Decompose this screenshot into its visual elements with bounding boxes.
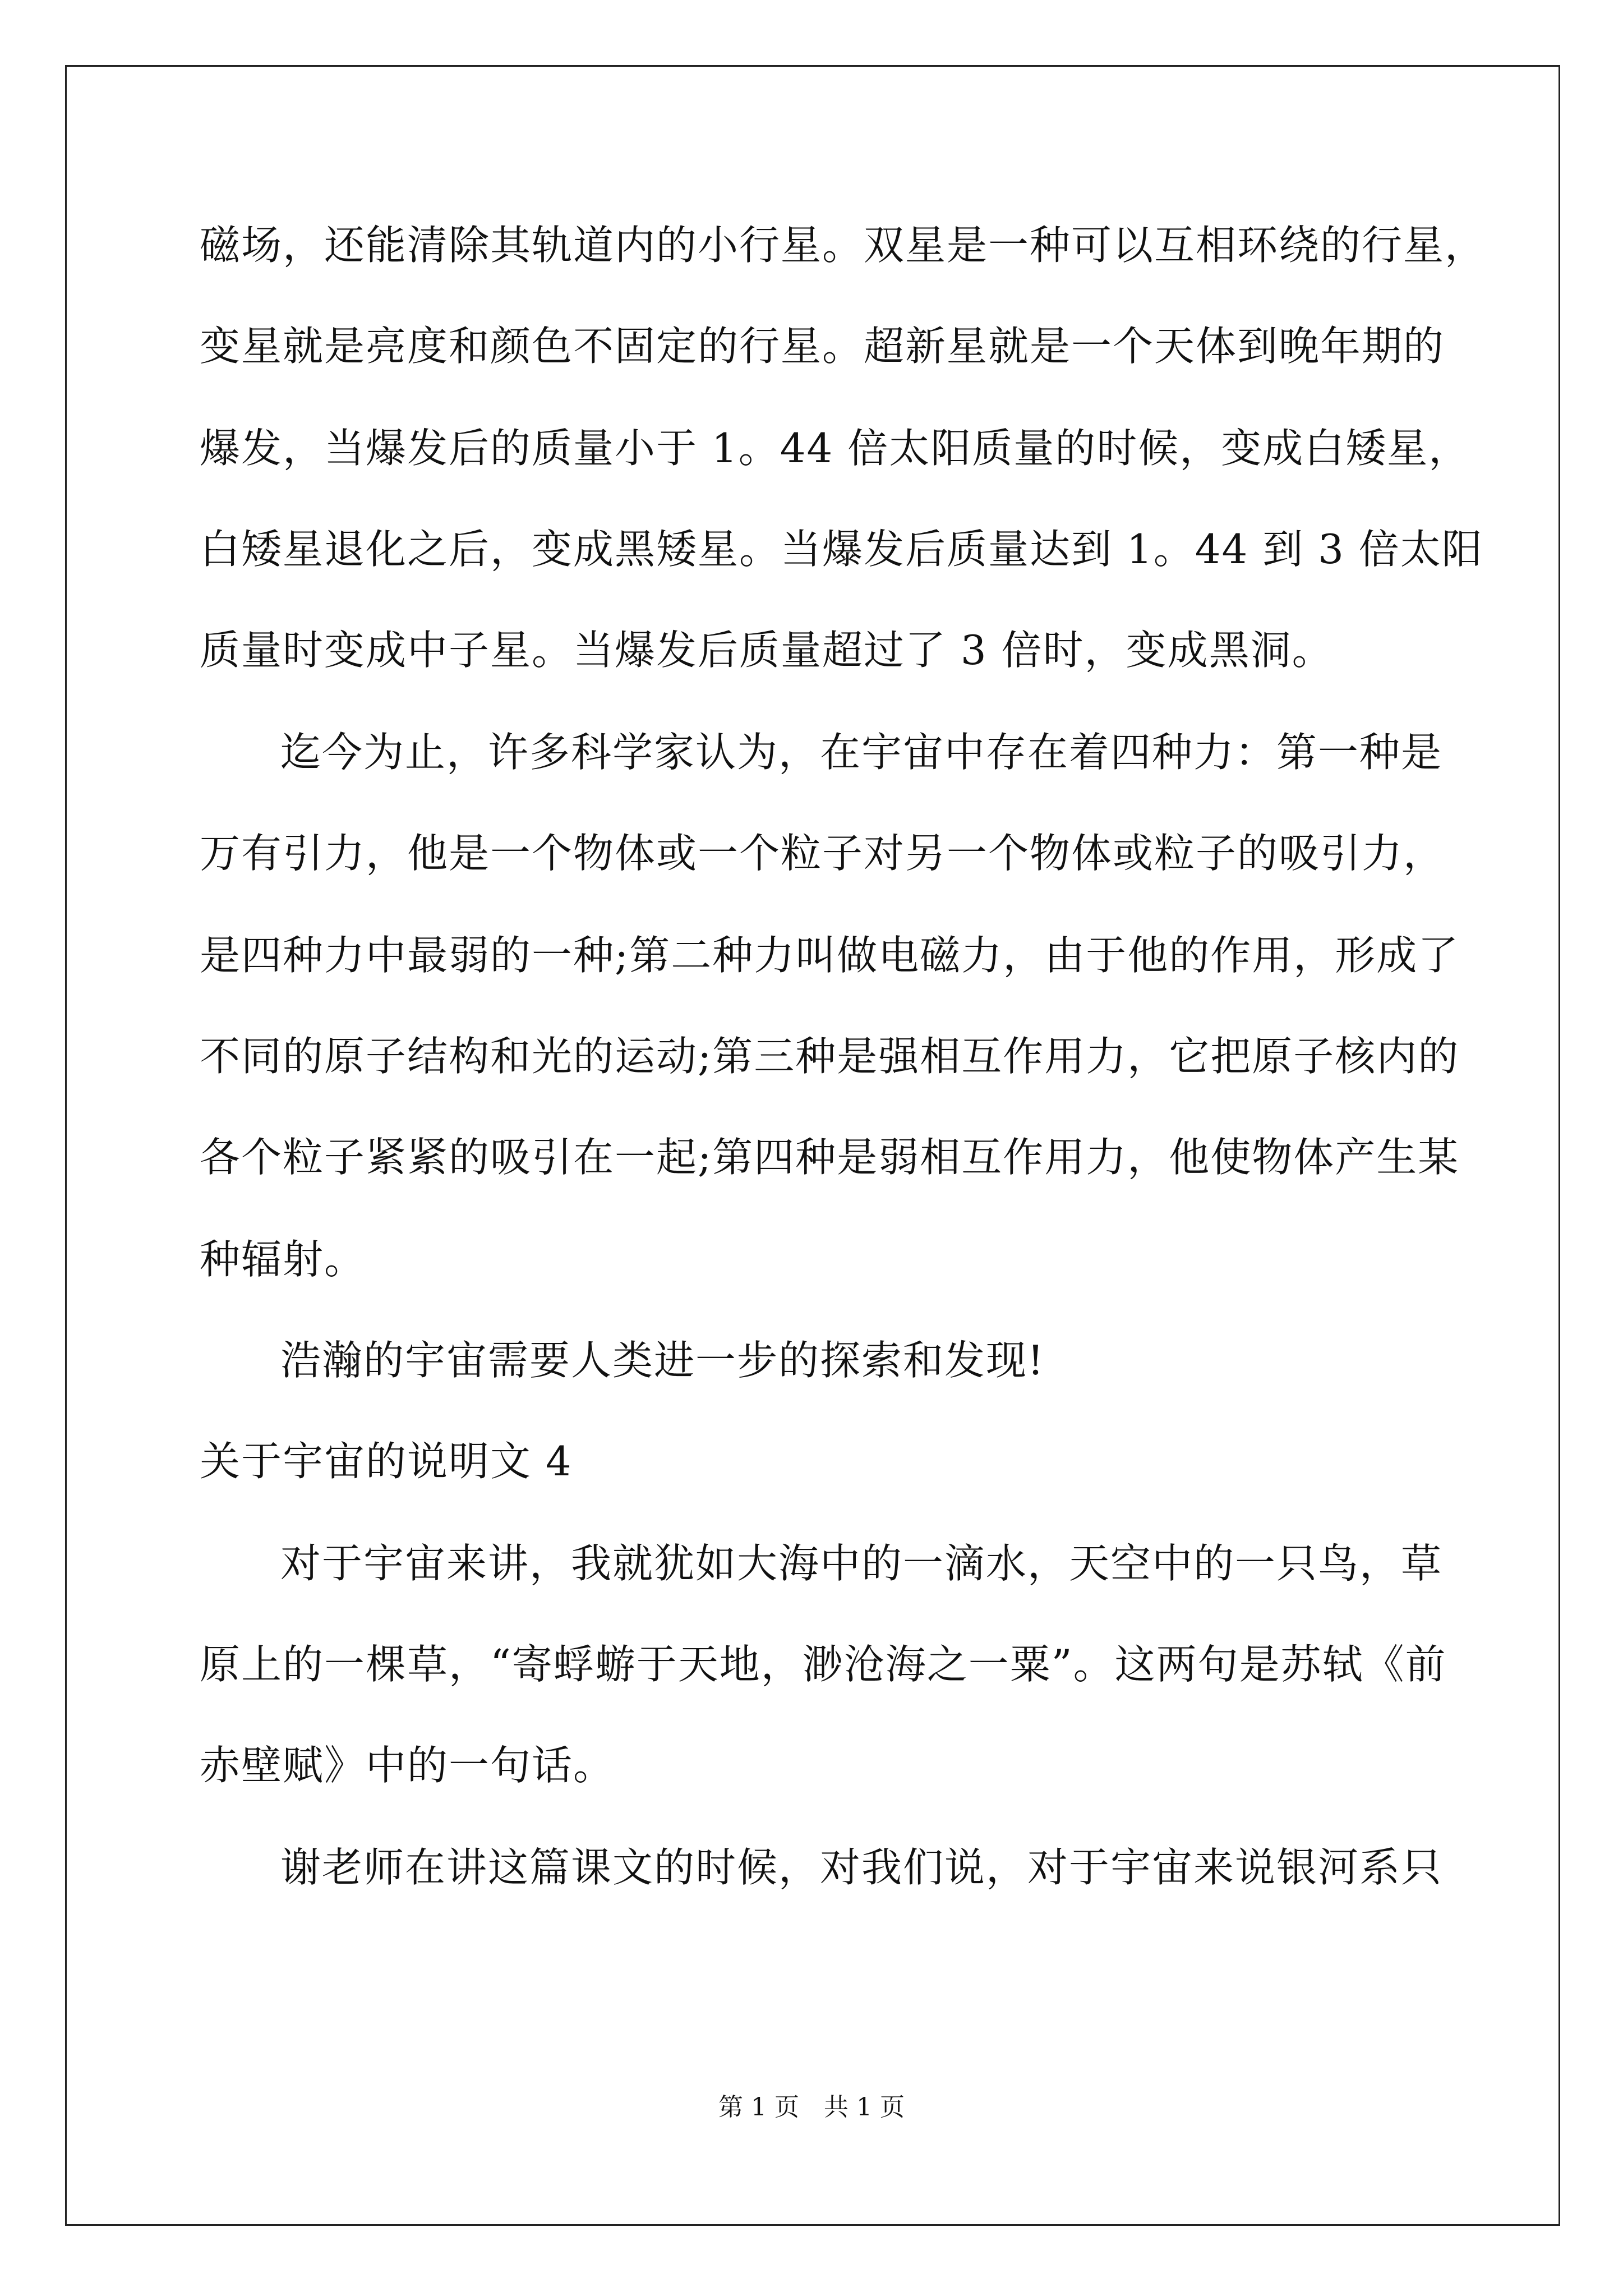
body-line-2: 变星就是亮度和颜色不固定的行星。超新星就是一个天体到晚年期的: [200, 323, 1445, 370]
body-line-10: 各个粒子紧紧的吸引在一起;第四种是弱相互作用力，他使物体产生某: [200, 1134, 1460, 1181]
body-line-15: 原上的一棵草，“寄蜉蝣于天地，渺沧海之一粟”。这两句是苏轼《前: [200, 1641, 1447, 1688]
body-line-3: 爆发，当爆发后的质量小于 1。44 倍太阳质量的时候，变成白矮星，: [200, 425, 1470, 472]
paragraph-first-line: 迄今为止，许多科学家认为，在宇宙中存在着四种力：第一种是: [280, 729, 1443, 776]
paragraph-first-line: 浩瀚的宇宙需要人类进一步的探索和发现!: [280, 1337, 1045, 1384]
page-number-footer: 第 1 页 共 1 页: [718, 2093, 905, 2122]
paragraph-first-line: 对于宇宙来讲，我就犹如大海中的一滴水，天空中的一只鸟，草: [280, 1540, 1443, 1587]
body-line-7: 万有引力，他是一个物体或一个粒子对另一个物体或粒子的吸引力，: [200, 830, 1445, 877]
body-line-9: 不同的原子结构和光的运动;第三种是强相互作用力，它把原子核内的: [200, 1033, 1460, 1080]
body-line-4: 白矮星退化之后，变成黑矮星。当爆发后质量达到 1。44 到 3 倍太阳: [200, 526, 1483, 573]
body-line-11: 种辐射。: [200, 1236, 366, 1283]
paragraph-first-line: 谢老师在讲这篇课文的时候，对我们说，对于宇宙来说银河系只: [280, 1844, 1443, 1891]
section-heading: 关于宇宙的说明文 4: [200, 1438, 573, 1485]
body-line-16: 赤壁赋》中的一句话。: [200, 1742, 615, 1789]
body-line-8: 是四种力中最弱的一种;第二种力叫做电磁力，由于他的作用，形成了: [200, 932, 1460, 979]
body-line-5: 质量时变成中子星。当爆发后质量超过了 3 倍时，变成黑洞。: [200, 627, 1334, 674]
body-line-1: 磁场，还能清除其轨道内的小行星。双星是一种可以互相环绕的行星，: [200, 222, 1487, 269]
